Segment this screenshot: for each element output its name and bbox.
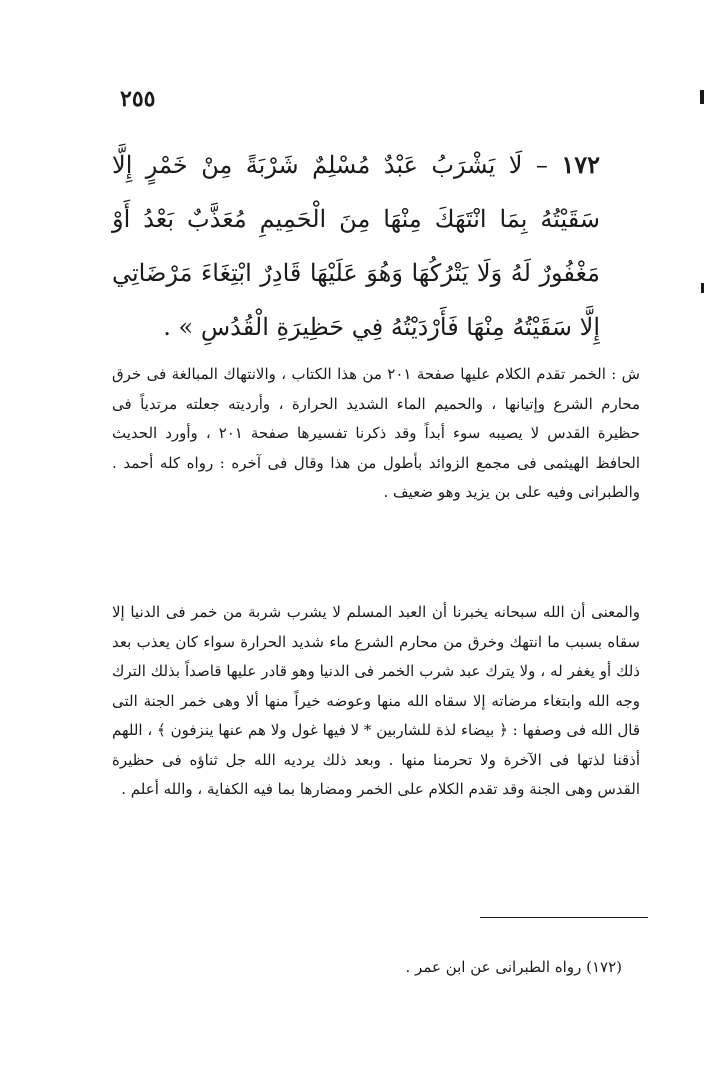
commentary-paragraph: ش : الخمر تقدم الكلام عليها صفحة ٢٠١ من هذا الكتاب ، والانتهاك المبالغة فى خرق محارم الشرع وإتيانها ، والحميم الماء الشديد الحرارة ، وأرديته جعلته مرتدياً فى حظيرة القدس لا يصيبه سوء أبداً وقد ذكرنا تفسيرها صفحة ٢٠١ ، وأورد الحديث الحافظ الهيثمى فى مجمع الزوائد بأطول من هذا وقال فى آخره : رواه كله أحمد . والطبرانى وفيه على بن يزيد وهو ضعيف . [112, 365, 641, 501]
footnote-text: رواه الطبرانى عن ابن عمر . [405, 958, 587, 976]
page-number: ٢٥٥ [120, 86, 156, 112]
hadith-text-block [112, 138, 600, 354]
hadith-number: ١٧٢ [561, 150, 600, 179]
meaning-paragraph: والمعنى أن الله سبحانه يخبرنا أن العبد المسلم لا يشرب شربة من خمر فى الدنيا إلا سقاه بسبب ما انتهك وخرق من محارم الشرع ماء شديد الحرارة سواء كان يعذب بعد ذلك أو يغفر له ، ولا يترك عبد شرب الخمر فى الدنيا وهو قادر عليها قاصداً بذلك الترك وجه الله وابتغاء مرضاته إلا سقاه الله منها وعوضه خيراً منها ألا وهى خمر الجنة التى قال الله فى وصفها : ﴿ بيضاء لذة للشاربين * لا فيها غول ولا هم عنها ينزفون ﴾ ، اللهم أذقنا لذتها فى الآخرة ولا تحرمنا منها . وبعد ذلك يرديه الله جل ثناؤه فى حظيرة القدس وهى الجنة وقد تقدم الكلام على الخمر ومضارها بما فيه الكفاية ، والله أعلم . [112, 603, 641, 798]
footnote-divider [480, 917, 648, 918]
hadith-dash: – [522, 151, 562, 179]
hadith-text: لَا يَشْرَبُ عَبْدٌ مُسْلِمٌ شَرْبَةً مِنْ خَمْرٍ إِلَّا سَقَيْتُهُ بِمَا انْتَهَكَ مِنْهَا مِنَ الْحَمِيمِ مُعَذَّبٌ بَعْدُ أَوْ مَغْفُورٌ لَهُ وَلَا يَتْرُكُهَا وَهُوَ عَلَيْهَا قَادِرٌ ابْتِغَاءَ مَرْضَاتِي إِلَّا سَقَيْتُهُ مِنْهَا فَأَرْدَيْتُهُ فِي حَظِيرَةِ الْقُدُسِ » . [112, 151, 600, 341]
page-edge-mark [700, 90, 704, 104]
footnote [360, 955, 622, 979]
footnote-number: (١٧٢) [586, 958, 622, 976]
